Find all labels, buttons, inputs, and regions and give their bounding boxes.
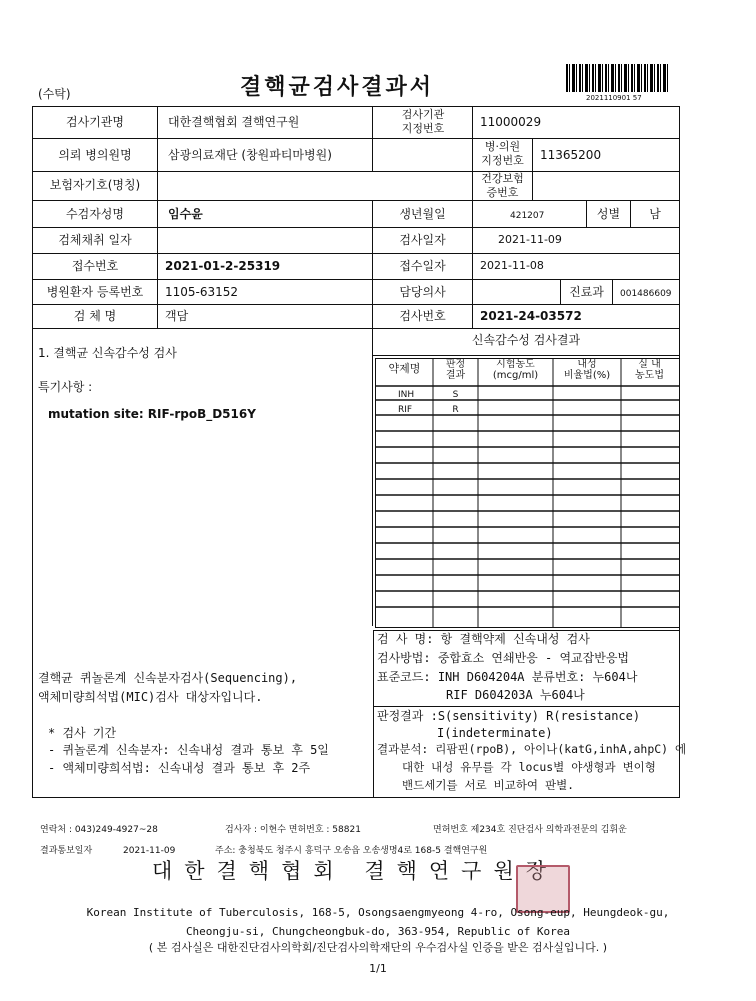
test-no-label: 검사번호	[399, 309, 446, 323]
test-no-value: 2021-24-03572	[480, 309, 582, 323]
hospital-label: 의뢰 병의원명	[58, 148, 132, 162]
lab-no-label: 검사기관 지정번호	[401, 108, 445, 135]
specimen-value: 객담	[165, 309, 189, 323]
period-title: * 검사 기간	[48, 726, 117, 740]
page-title: 결핵균검사결과서	[240, 75, 435, 100]
method-code-1: 표준코드: INH D604204A 분류번호: 누604나	[377, 670, 638, 684]
sex-label: 성별	[596, 207, 621, 221]
reg-date-label: 접수일자	[399, 259, 446, 273]
period-2: - 액체미량희석법: 신속내성 결과 통보 후 2주	[48, 761, 311, 775]
note-para-1: 결핵균 퀴놀론계 신속분자검사(Sequencing),	[38, 671, 298, 685]
lab-no-value: 11000029	[480, 115, 542, 129]
hospital-value: 삼광의료재단 (창원파티마병원)	[168, 148, 332, 162]
lab-label: 검사기관명	[66, 115, 124, 129]
birth-label: 생년월일	[399, 207, 446, 221]
birth-value: 421207	[510, 211, 545, 221]
reg-no-value: 2021-01-2-25319	[165, 259, 281, 273]
receipt-label: (수탁)	[38, 87, 71, 101]
insurance-no-label: 건강보험 증번호	[481, 172, 524, 199]
test-date-label: 검사일자	[399, 233, 446, 247]
org-name-kr: 대한결핵협회 결핵연구원장	[151, 859, 559, 883]
col-header-proportion: 내성 비율법(%)	[563, 359, 611, 381]
report-date-label: 결과통보일자	[40, 846, 93, 856]
test-date-value: 2021-11-09	[498, 233, 562, 246]
col-header-concentration: 시험농도 (mcg/ml)	[492, 359, 539, 381]
barcode-number: 2021110901 57	[586, 94, 642, 102]
sex-value: 남	[649, 207, 661, 221]
patient-value: 임수윤	[168, 207, 203, 221]
insured-label: 보험자기호(명칭)	[49, 178, 141, 192]
certification-note: ( 본 검사실은 대한진단검사의학회/진단검사의학재단의 우수검사실 인증을 받은 검사실입니다. )	[148, 941, 608, 954]
doctor-license: 면허번호 제234호 진단검사 의학과전문의 김휘운	[433, 825, 627, 835]
notes-label: 특기사항 :	[38, 380, 93, 394]
inspector-info: 검사자 : 이현수 면허번호 : 58821	[225, 825, 361, 835]
org-address-en-2: Cheongju-si, Chungcheongbuk-do, 363-954, Republic of Korea	[185, 925, 571, 938]
col-header-lab-method: 실 내 농도법	[635, 359, 664, 381]
reg-no-label: 접수번호	[71, 259, 119, 273]
dept-value: 001486609	[620, 289, 672, 299]
contact-phone: 연락처 : 043)249-4927~28	[40, 825, 158, 835]
col-header-result: 판정 결과	[445, 359, 466, 381]
period-1: - 퀴놀론계 신속분자: 신속내성 결과 통보 후 5일	[48, 743, 329, 757]
patient-id-label: 병원환자 등록번호	[46, 285, 144, 299]
method-code-2: RIF D604203A 누604나	[446, 688, 585, 702]
patient-label: 수검자성명	[66, 207, 124, 221]
address-kr: 주소: 충청북도 청주시 흥덕구 오송읍 오송생명4로 168-5 결핵연구원	[215, 846, 488, 856]
method-name: 검 사 명: 항 결핵약제 신속내성 검사	[377, 632, 590, 646]
result-table-title: 신속감수성 검사결과	[471, 333, 581, 347]
specimen-label: 검 체 명	[73, 309, 117, 323]
judge-2: I(indeterminate)	[437, 726, 553, 740]
method-method: 검사방법: 중합효소 연쇄반응 - 역교잡반응법	[377, 651, 630, 665]
collect-label: 검체채취 일자	[58, 233, 132, 247]
patient-id-value: 1105-63152	[165, 285, 239, 299]
page-number: 1/1	[369, 962, 387, 975]
mutation-site: mutation site: RIF-rpoB_D516Y	[48, 407, 256, 421]
row-2-drug: RIF	[398, 405, 413, 415]
analysis-2: 대한 내성 유무를 각 locus별 야생형과 변이형	[402, 760, 656, 774]
hospital-no-value: 11365200	[540, 148, 602, 162]
test-item: 1. 결핵균 신속감수성 검사	[38, 346, 177, 360]
note-para-2: 액체미량희석법(MIC)검사 대상자입니다.	[38, 690, 263, 704]
report-date: 2021-11-09	[123, 846, 176, 856]
reg-date-value: 2021-11-08	[480, 259, 544, 272]
analysis-3: 밴드세기를 서로 비교하여 판별.	[402, 778, 575, 792]
barcode	[566, 64, 670, 92]
row-1-result: S	[452, 390, 459, 400]
doctor-label: 담당의사	[399, 285, 446, 299]
row-1-drug: INH	[398, 390, 415, 400]
dept-label: 진료과	[569, 285, 604, 299]
row-2-result: R	[452, 405, 459, 415]
lab-value: 대한결핵협회 결핵연구원	[168, 115, 300, 129]
judge-1: 판정결과 :S(sensitivity) R(resistance)	[377, 709, 641, 723]
result-grid	[375, 358, 680, 628]
org-address-en-1: Korean Institute of Tuberculosis, 168-5, Osongsaengmyeong 4-ro, Osong-eup, Heungdeok-gu,	[86, 906, 670, 919]
hospital-no-label: 병·의원 지정번호	[481, 140, 524, 167]
col-header-drug: 약제명	[388, 362, 421, 375]
analysis-1: 결과분석: 리팜핀(rpoB), 아이나(katG,inhA,ahpC) 에	[377, 742, 687, 756]
